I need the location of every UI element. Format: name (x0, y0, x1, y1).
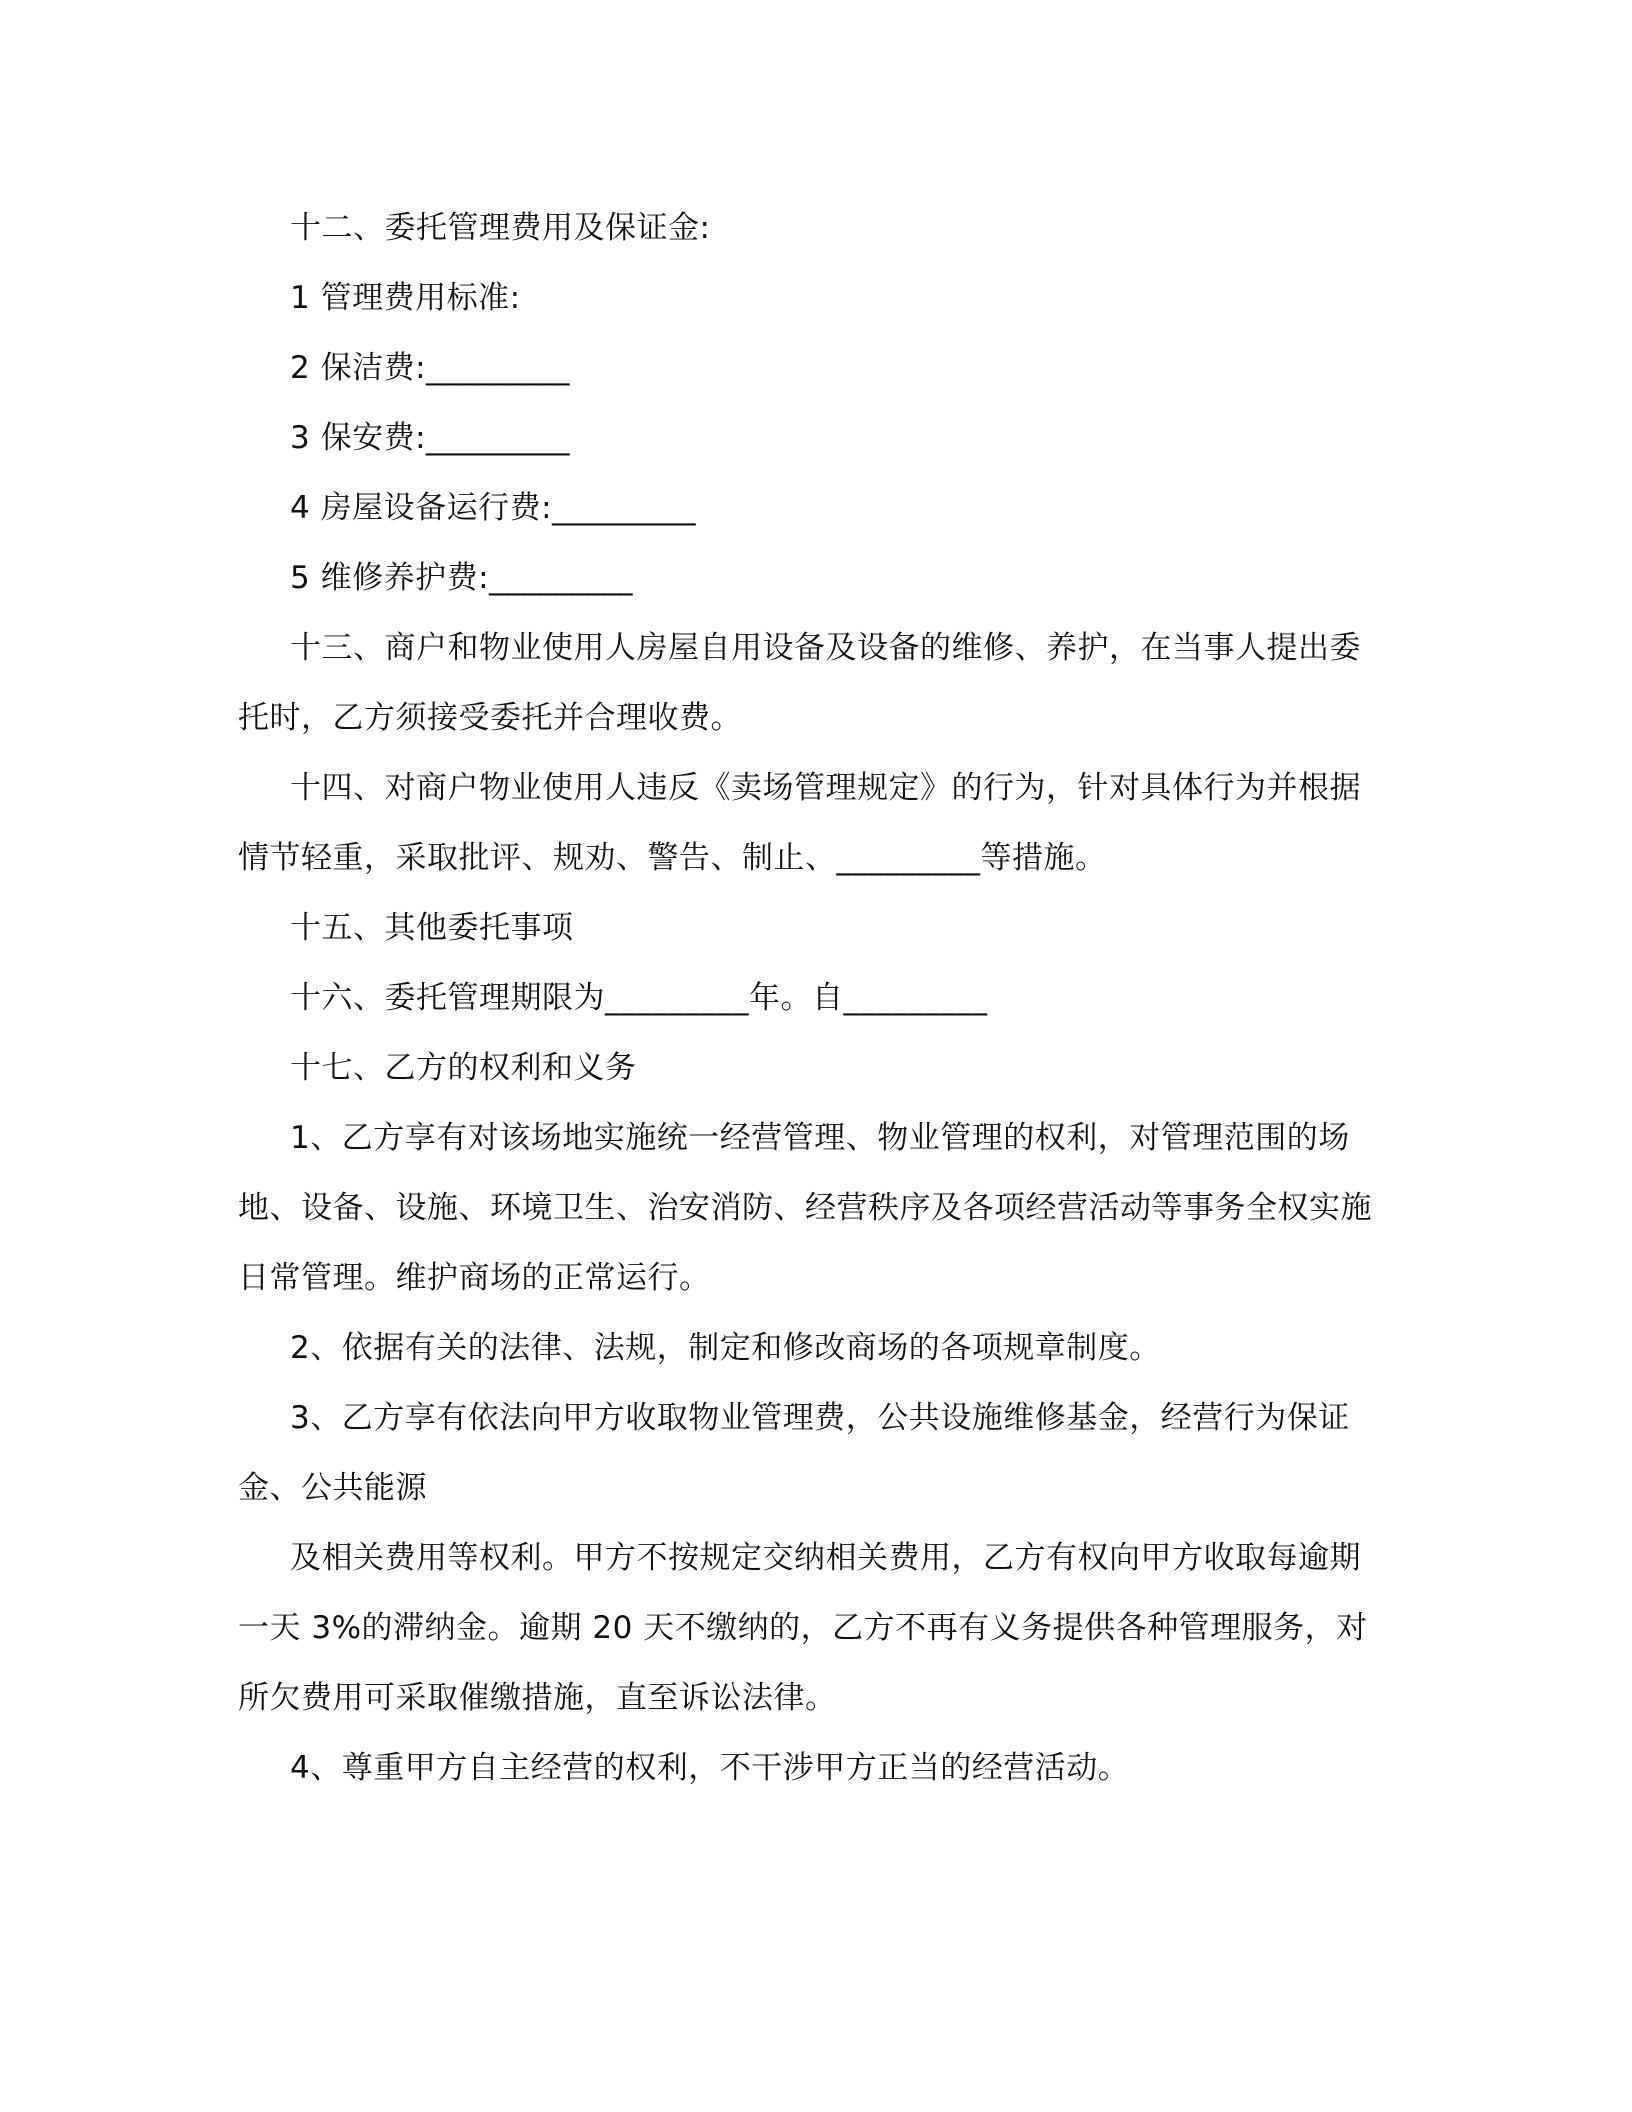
fee-standard-item: 1 管理费用标准: (290, 280, 521, 316)
rights-item-2: 2、依据有关的法律、法规，制定和修改商场的各项规章制度。 (290, 1330, 1161, 1366)
section-fifteen-heading: 十五、其他委托事项 (290, 910, 574, 946)
equipment-operation-fee-item: 4 房屋设备运行费:_________ (290, 490, 697, 526)
rights-item-3-continued: 及相关费用等权利。甲方不按规定交纳相关费用，乙方有权向甲方收取每逾期一天 3%的滞纳金。逾期 20 天不缴纳的，乙方不再有义务提供各种管理服务，对所欠费用可采取催缴措施，直至诉讼法律。 (238, 1540, 1368, 1716)
rights-item-3: 3、乙方享有依法向甲方收取物业管理费，公共设施维修基金，经营行为保证金、公共能源 (238, 1400, 1350, 1506)
rights-item-1: 1、乙方享有对该场地实施统一经营管理、物业管理的权利，对管理范围的场地、设备、设施、环境卫生、治安消防、经营秩序及各项经营活动等事务全权实施日常管理。维护商场的正常运行。 (238, 1120, 1372, 1296)
security-fee-item: 3 保安费:_________ (290, 420, 571, 456)
cleaning-fee-item: 2 保洁费:_________ (290, 350, 571, 386)
section-seventeen-heading: 十七、乙方的权利和义务 (290, 1050, 637, 1086)
section-sixteen-paragraph: 十六、委托管理期限为_________年。自_________ (290, 980, 988, 1016)
rights-item-4: 4、尊重甲方自主经营的权利，不干涉甲方正当的经营活动。 (290, 1750, 1130, 1786)
section-twelve-heading: 十二、委托管理费用及保证金: (290, 210, 711, 246)
maintenance-fee-item: 5 维修养护费:_________ (290, 560, 634, 596)
section-thirteen-paragraph: 十三、商户和物业使用人房屋自用设备及设备的维修、养护，在当事人提出委托时，乙方须接受委托并合理收费。 (238, 630, 1361, 736)
section-fourteen-paragraph: 十四、对商户物业使用人违反《卖场管理规定》的行为，针对具体行为并根据情节轻重，采取批评、规劝、警告、制止、_________等措施。 (238, 770, 1361, 876)
document-body (238, 193, 1388, 1803)
